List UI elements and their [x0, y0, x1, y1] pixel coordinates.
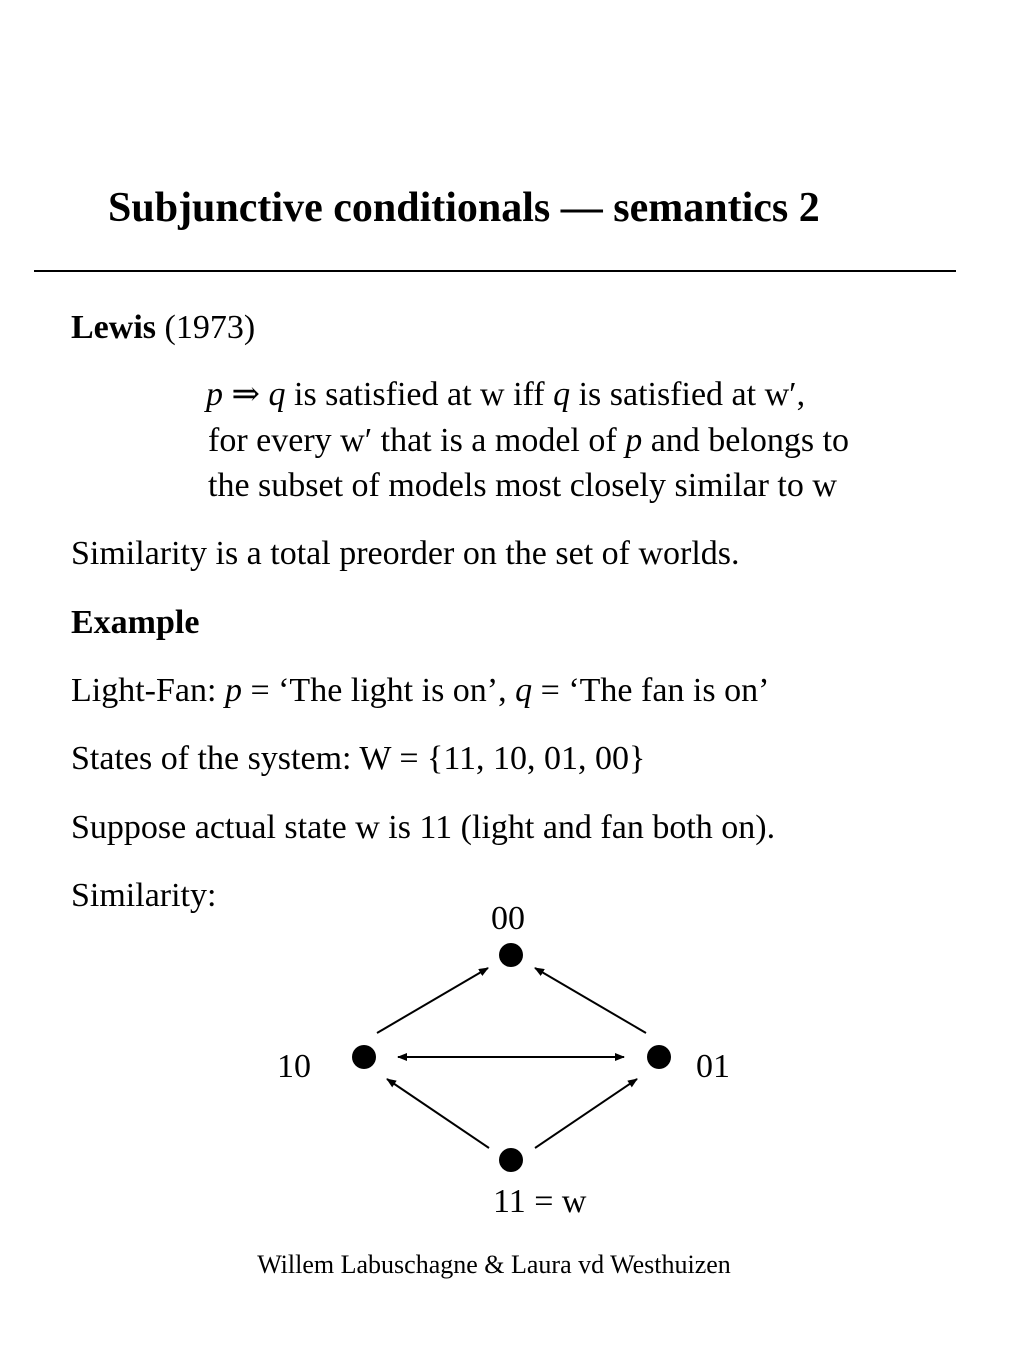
definition-line-3: the subset of models most closely similar to w	[208, 467, 837, 504]
light-fan-q: q	[515, 672, 533, 709]
slide-title: Subjunctive conditionals — semantics 2	[108, 185, 820, 231]
lewis-name: Lewis	[71, 309, 156, 346]
light-fan-mid-1: = ‘The light is on’,	[250, 672, 507, 709]
def2-text-1: for every w′ that is a model of	[208, 422, 617, 459]
node-10	[352, 1045, 376, 1069]
lewis-citation	[71, 308, 255, 349]
node-11	[499, 1148, 523, 1172]
light-fan-p: p	[224, 672, 242, 709]
footer-authors: Willem Labuschagne & Laura vd Westhuizen	[257, 1250, 731, 1279]
edge-01-to-00	[535, 968, 646, 1033]
node-label-11-w: 11 = w	[493, 1183, 587, 1220]
title-divider	[34, 270, 956, 272]
edge-11-to-01	[535, 1079, 637, 1148]
edge-11-to-10	[387, 1079, 489, 1148]
def-text-1: is satisfied at w iff	[294, 376, 545, 413]
def-text-2: is satisfied at w′,	[578, 376, 806, 413]
def-p: p	[206, 376, 223, 413]
def-q-2: q	[553, 376, 571, 413]
example-heading: Example	[71, 604, 200, 641]
node-label-01: 01	[696, 1048, 730, 1085]
light-fan-mid-2: = ‘The fan is on’	[540, 672, 770, 709]
states-line: States of the system: W = {11, 10, 01, 00}	[71, 740, 646, 777]
def2-p: p	[625, 422, 643, 459]
edge-10-to-00	[377, 968, 488, 1033]
def-q: q	[268, 376, 286, 413]
definition-line-2	[208, 421, 849, 462]
light-fan-prefix: Light-Fan:	[71, 672, 217, 709]
similarity-statement: Similarity is a total preorder on the set of worlds.	[71, 535, 740, 572]
definition-line-1	[206, 375, 805, 416]
node-label-00: 00	[491, 900, 525, 937]
def-arrow: ⇒	[231, 376, 260, 413]
node-label-10: 10	[277, 1048, 311, 1085]
light-fan-line	[71, 671, 769, 712]
node-00	[499, 943, 523, 967]
similarity-label: Similarity:	[71, 877, 217, 914]
node-01	[647, 1045, 671, 1069]
suppose-line: Suppose actual state w is 11 (light and fan both on).	[71, 809, 776, 846]
def2-text-2: and belongs to	[650, 422, 850, 459]
lewis-year: (1973)	[164, 309, 256, 346]
